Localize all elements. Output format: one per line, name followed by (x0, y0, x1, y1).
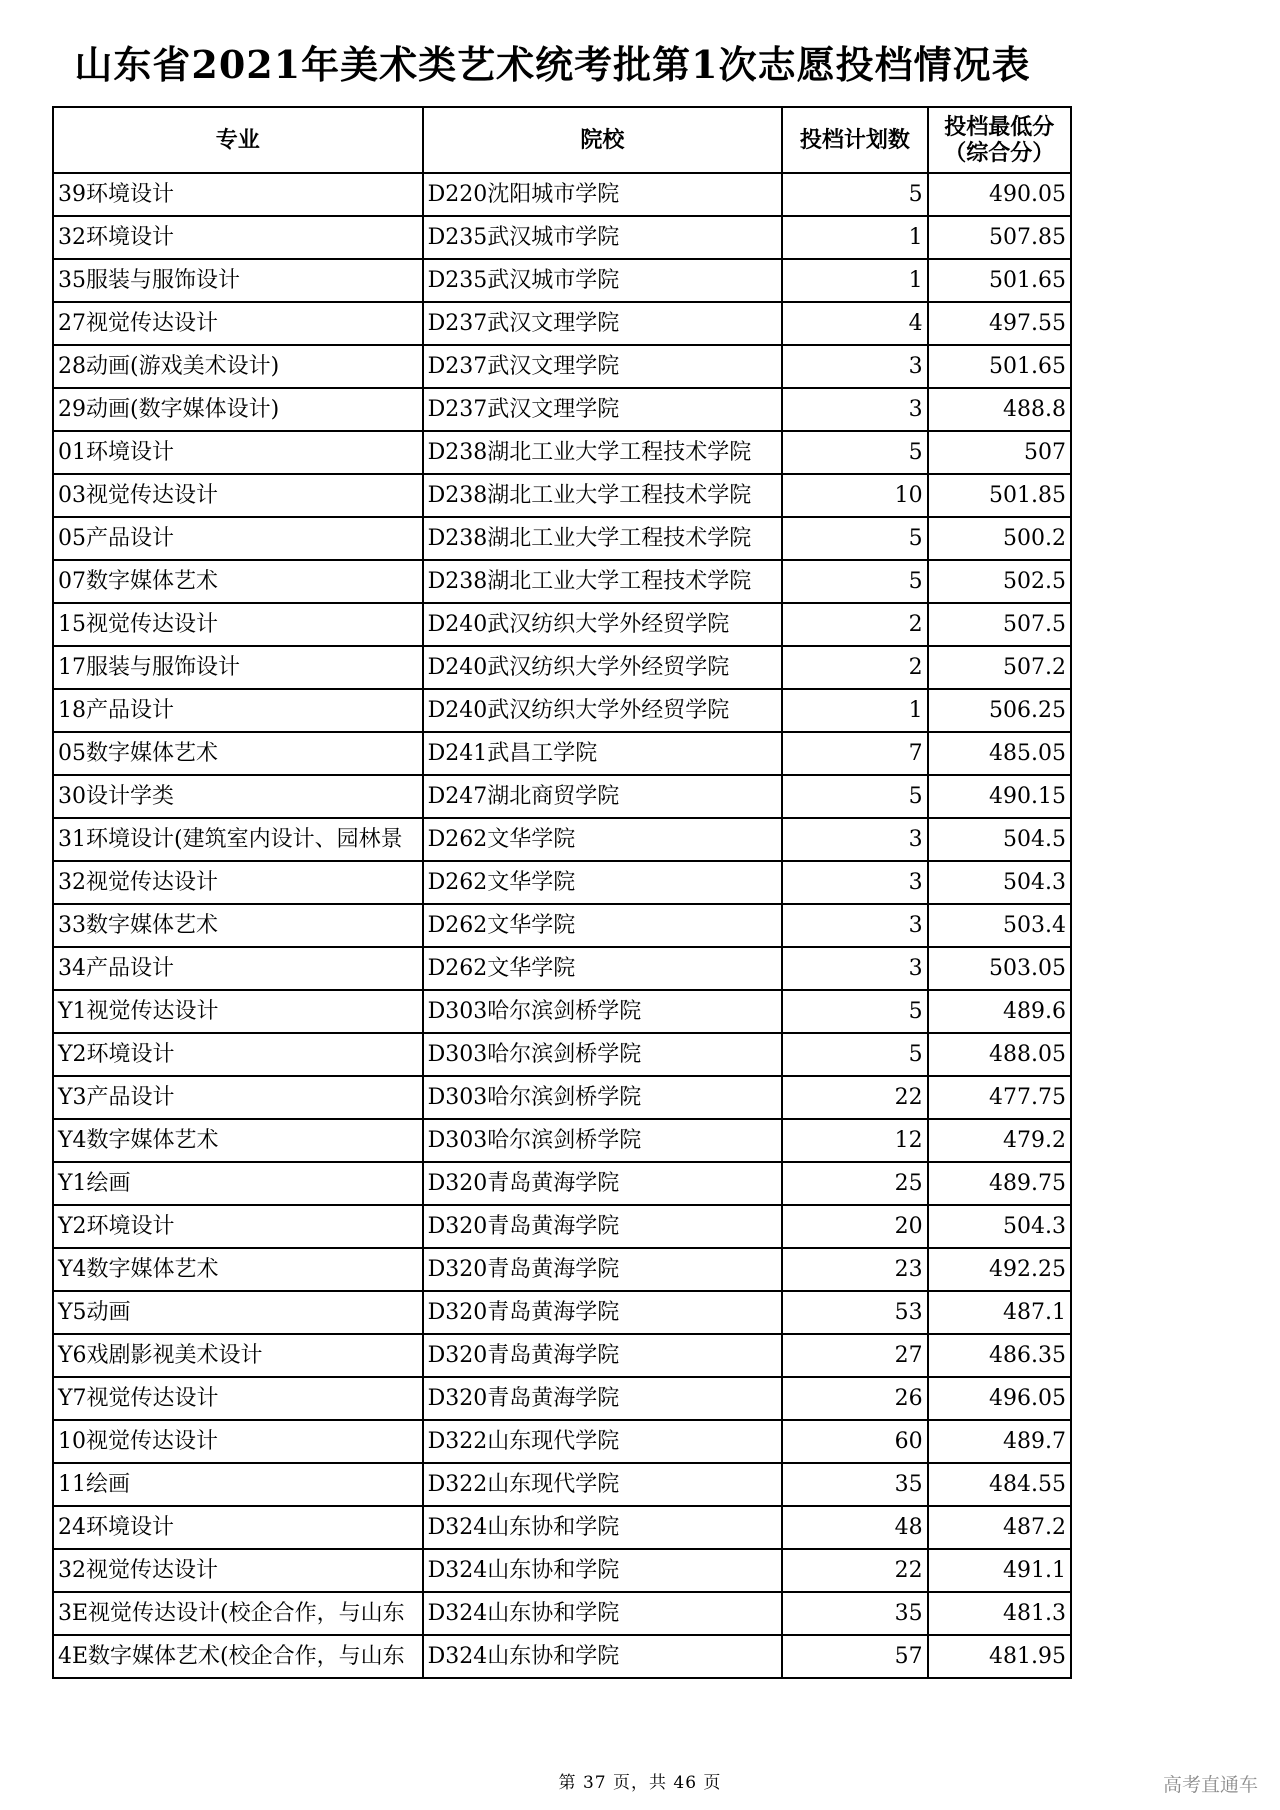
cell-school: D322山东现代学院 (423, 1420, 783, 1463)
cell-major: 34产品设计 (53, 947, 423, 990)
cell-school: D262文华学院 (423, 947, 783, 990)
header-major: 专业 (53, 107, 423, 173)
table-row (53, 1205, 1071, 1248)
cell-plan: 23 (782, 1248, 927, 1291)
cell-plan: 5 (782, 990, 927, 1033)
cell-school: D320青岛黄海学院 (423, 1377, 783, 1420)
table-row (53, 646, 1071, 689)
table-row (53, 1635, 1071, 1678)
cell-major: Y4数字媒体艺术 (53, 1119, 423, 1162)
cell-school: D262文华学院 (423, 904, 783, 947)
cell-school: D324山东协和学院 (423, 1592, 783, 1635)
cell-school: D324山东协和学院 (423, 1549, 783, 1592)
cell-school: D262文华学院 (423, 861, 783, 904)
cell-plan: 5 (782, 431, 927, 474)
cell-major: 10视觉传达设计 (53, 1420, 423, 1463)
cell-score: 504.5 (928, 818, 1071, 861)
cell-score: 507.2 (928, 646, 1071, 689)
cell-school: D235武汉城市学院 (423, 259, 783, 302)
cell-school: D320青岛黄海学院 (423, 1291, 783, 1334)
cell-major: 33数字媒体艺术 (53, 904, 423, 947)
cell-major: 15视觉传达设计 (53, 603, 423, 646)
cell-major: Y1绘画 (53, 1162, 423, 1205)
table-row (53, 1506, 1071, 1549)
cell-plan: 7 (782, 732, 927, 775)
cell-score: 481.3 (928, 1592, 1071, 1635)
table-row (53, 1119, 1071, 1162)
cell-plan: 5 (782, 1033, 927, 1076)
cell-plan: 2 (782, 646, 927, 689)
cell-school: D303哈尔滨剑桥学院 (423, 990, 783, 1033)
cell-plan: 5 (782, 560, 927, 603)
table-row (53, 1162, 1071, 1205)
cell-score: 504.3 (928, 861, 1071, 904)
cell-school: D320青岛黄海学院 (423, 1334, 783, 1377)
table-row (53, 904, 1071, 947)
cell-plan: 57 (782, 1635, 927, 1678)
table-row (53, 1248, 1071, 1291)
cell-score: 502.5 (928, 560, 1071, 603)
cell-score: 507 (928, 431, 1071, 474)
watermark: 高考直通车 (1162, 1774, 1258, 1796)
cell-plan: 60 (782, 1420, 927, 1463)
cell-major: 17服装与服饰设计 (53, 646, 423, 689)
table-header-row (53, 107, 1071, 173)
table-row (53, 1592, 1071, 1635)
cell-plan: 22 (782, 1076, 927, 1119)
cell-plan: 4 (782, 302, 927, 345)
cell-score: 481.95 (928, 1635, 1071, 1678)
cell-plan: 1 (782, 216, 927, 259)
cell-score: 501.65 (928, 259, 1071, 302)
table-row (53, 775, 1071, 818)
cell-plan: 1 (782, 689, 927, 732)
table-row (53, 603, 1071, 646)
table-row (53, 173, 1071, 216)
cell-plan: 5 (782, 775, 927, 818)
cell-score: 501.85 (928, 474, 1071, 517)
cell-school: D238湖北工业大学工程技术学院 (423, 560, 783, 603)
cell-school: D303哈尔滨剑桥学院 (423, 1076, 783, 1119)
cell-plan: 20 (782, 1205, 927, 1248)
cell-score: 507.85 (928, 216, 1071, 259)
cell-school: D322山东现代学院 (423, 1463, 783, 1506)
cell-plan: 12 (782, 1119, 927, 1162)
cell-plan: 5 (782, 173, 927, 216)
cell-school: D324山东协和学院 (423, 1506, 783, 1549)
cell-plan: 48 (782, 1506, 927, 1549)
cell-plan: 25 (782, 1162, 927, 1205)
cell-plan: 3 (782, 818, 927, 861)
cell-major: Y7视觉传达设计 (53, 1377, 423, 1420)
cell-score: 484.55 (928, 1463, 1071, 1506)
table-row (53, 302, 1071, 345)
cell-major: 39环境设计 (53, 173, 423, 216)
cell-plan: 35 (782, 1592, 927, 1635)
table-row (53, 818, 1071, 861)
cell-major: Y2环境设计 (53, 1205, 423, 1248)
cell-major: 27视觉传达设计 (53, 302, 423, 345)
cell-major: 28动画(游戏美术设计) (53, 345, 423, 388)
table-row (53, 861, 1071, 904)
cell-major: Y6戏剧影视美术设计 (53, 1334, 423, 1377)
cell-school: D324山东协和学院 (423, 1635, 783, 1678)
table-row (53, 259, 1071, 302)
cell-plan: 3 (782, 904, 927, 947)
cell-plan: 26 (782, 1377, 927, 1420)
cell-major: Y1视觉传达设计 (53, 990, 423, 1033)
cell-plan: 22 (782, 1549, 927, 1592)
table-row (53, 216, 1071, 259)
table-row (53, 1549, 1071, 1592)
cell-school: D238湖北工业大学工程技术学院 (423, 474, 783, 517)
cell-score: 487.1 (928, 1291, 1071, 1334)
table-body (53, 173, 1071, 1678)
cell-plan: 27 (782, 1334, 927, 1377)
header-school: 院校 (423, 107, 783, 173)
cell-major: 32视觉传达设计 (53, 1549, 423, 1592)
cell-major: 05数字媒体艺术 (53, 732, 423, 775)
cell-major: 29动画(数字媒体设计) (53, 388, 423, 431)
cell-plan: 3 (782, 861, 927, 904)
table-row (53, 1291, 1071, 1334)
cell-school: D240武汉纺织大学外经贸学院 (423, 689, 783, 732)
cell-major: 32视觉传达设计 (53, 861, 423, 904)
header-score-line1: 投档最低分 (944, 114, 1055, 140)
cell-score: 485.05 (928, 732, 1071, 775)
cell-score: 503.4 (928, 904, 1071, 947)
cell-score: 489.75 (928, 1162, 1071, 1205)
cell-major: 4E数字媒体艺术(校企合作，与山东 (53, 1635, 423, 1678)
table-row (53, 990, 1071, 1033)
header-score (928, 107, 1071, 173)
cell-plan: 5 (782, 517, 927, 560)
cell-major: 24环境设计 (53, 1506, 423, 1549)
cell-school: D262文华学院 (423, 818, 783, 861)
cell-score: 507.5 (928, 603, 1071, 646)
cell-score: 491.1 (928, 1549, 1071, 1592)
page-footer: 第 37 页，共 46 页 (558, 1773, 722, 1793)
cell-plan: 53 (782, 1291, 927, 1334)
cell-score: 490.05 (928, 173, 1071, 216)
cell-major: 30设计学类 (53, 775, 423, 818)
cell-plan: 1 (782, 259, 927, 302)
cell-score: 490.15 (928, 775, 1071, 818)
table-row (53, 1076, 1071, 1119)
cell-major: 31环境设计(建筑室内设计、园林景 (53, 818, 423, 861)
table-row (53, 474, 1071, 517)
cell-school: D241武昌工学院 (423, 732, 783, 775)
cell-school: D220沈阳城市学院 (423, 173, 783, 216)
cell-plan: 3 (782, 388, 927, 431)
cell-school: D238湖北工业大学工程技术学院 (423, 431, 783, 474)
cell-school: D235武汉城市学院 (423, 216, 783, 259)
table-row (53, 560, 1071, 603)
cell-score: 487.2 (928, 1506, 1071, 1549)
cell-major: 03视觉传达设计 (53, 474, 423, 517)
cell-plan: 3 (782, 947, 927, 990)
cell-school: D237武汉文理学院 (423, 388, 783, 431)
cell-school: D247湖北商贸学院 (423, 775, 783, 818)
header-plan: 投档计划数 (782, 107, 927, 173)
cell-major: 3E视觉传达设计(校企合作，与山东 (53, 1592, 423, 1635)
table-row (53, 388, 1071, 431)
cell-score: 496.05 (928, 1377, 1071, 1420)
cell-score: 488.8 (928, 388, 1071, 431)
cell-school: D240武汉纺织大学外经贸学院 (423, 603, 783, 646)
cell-major: 35服装与服饰设计 (53, 259, 423, 302)
table-row (53, 1334, 1071, 1377)
cell-score: 506.25 (928, 689, 1071, 732)
cell-plan: 3 (782, 345, 927, 388)
cell-score: 503.05 (928, 947, 1071, 990)
cell-plan: 35 (782, 1463, 927, 1506)
cell-score: 489.6 (928, 990, 1071, 1033)
cell-major: 07数字媒体艺术 (53, 560, 423, 603)
cell-school: D237武汉文理学院 (423, 302, 783, 345)
cell-major: Y3产品设计 (53, 1076, 423, 1119)
cell-school: D240武汉纺织大学外经贸学院 (423, 646, 783, 689)
table-row (53, 1377, 1071, 1420)
cell-school: D303哈尔滨剑桥学院 (423, 1119, 783, 1162)
cell-major: Y2环境设计 (53, 1033, 423, 1076)
cell-school: D237武汉文理学院 (423, 345, 783, 388)
cell-score: 501.65 (928, 345, 1071, 388)
cell-score: 489.7 (928, 1420, 1071, 1463)
cell-major: 11绘画 (53, 1463, 423, 1506)
cell-major: 18产品设计 (53, 689, 423, 732)
cell-plan: 2 (782, 603, 927, 646)
cell-score: 500.2 (928, 517, 1071, 560)
cell-score: 497.55 (928, 302, 1071, 345)
table-row (53, 431, 1071, 474)
cell-major: Y5动画 (53, 1291, 423, 1334)
cell-score: 492.25 (928, 1248, 1071, 1291)
cell-school: D320青岛黄海学院 (423, 1248, 783, 1291)
cell-school: D320青岛黄海学院 (423, 1162, 783, 1205)
admission-table (52, 106, 1072, 1679)
table-row (53, 1420, 1071, 1463)
cell-school: D320青岛黄海学院 (423, 1205, 783, 1248)
cell-score: 504.3 (928, 1205, 1071, 1248)
table-row (53, 345, 1071, 388)
table-row (53, 1463, 1071, 1506)
cell-score: 488.05 (928, 1033, 1071, 1076)
cell-major: Y4数字媒体艺术 (53, 1248, 423, 1291)
cell-score: 479.2 (928, 1119, 1071, 1162)
header-score-line2: （综合分） (944, 140, 1055, 166)
cell-major: 01环境设计 (53, 431, 423, 474)
cell-score: 477.75 (928, 1076, 1071, 1119)
cell-score: 486.35 (928, 1334, 1071, 1377)
table-row (53, 1033, 1071, 1076)
cell-major: 32环境设计 (53, 216, 423, 259)
cell-major: 05产品设计 (53, 517, 423, 560)
cell-school: D238湖北工业大学工程技术学院 (423, 517, 783, 560)
cell-plan: 10 (782, 474, 927, 517)
page-title: 山东省2021年美术类艺术统考批第1次志愿投档情况表 (74, 42, 1031, 87)
table-row (53, 689, 1071, 732)
cell-school: D303哈尔滨剑桥学院 (423, 1033, 783, 1076)
table-row (53, 732, 1071, 775)
table-row (53, 947, 1071, 990)
table-row (53, 517, 1071, 560)
